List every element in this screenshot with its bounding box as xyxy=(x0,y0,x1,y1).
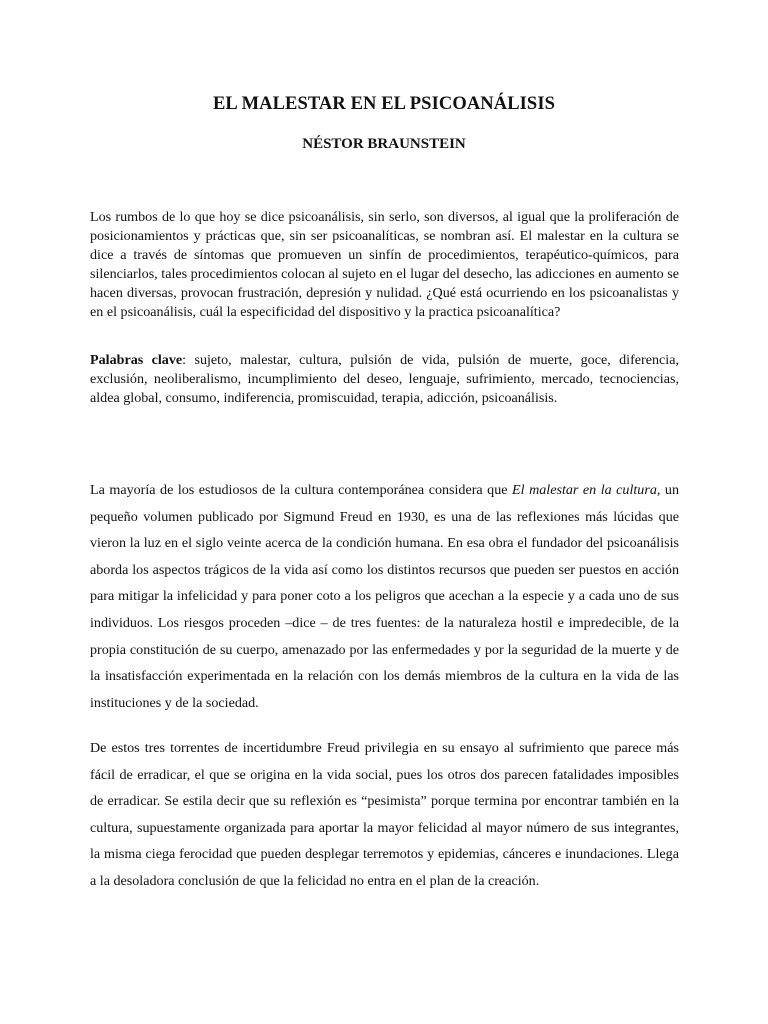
body-paragraph-1 xyxy=(90,477,679,716)
paragraph-1-rest: , un pequeño volumen publicado por Sigmund Freud en 1930, es una de las reflexiones más lúcidas que vieron la luz en el siglo veinte acerca de la condición humana. En esa obra el fundador del psicoanálisis aborda los aspectos trágicos de la vida así como los distintos recursos que pueden ser puestos en acción para mitigar la infelicidad y para poner coto a los peligros que acechan a la especie y a cada uno de sus individuos. Los riesgos proceden –dice – de tres fuentes: de la naturaleza hostil e impredecible, de la propia constitución de su cuerpo, amenazado por las enfermedades y por la seguridad de la muerte y de la insatisfacción experimentada en la relación con los demás miembros de la cultura en la vida de las instituciones y de la sociedad. xyxy=(90,482,679,711)
book-title-italic: El malestar en la cultura xyxy=(512,482,657,498)
paragraph-1-intro: La mayoría de los estudiosos de la cultura contemporánea considera que xyxy=(90,482,513,498)
keywords-text: : sujeto, malestar, cultura, pulsión de vida, pulsión de muerte, goce, diferencia, exclusión, neoliberalismo, incumplimiento del deseo, lenguaje, sufrimiento, mercado, tecnociencias, aldea global, consumo, indiferencia, promiscuidad, terapia, adicción, psicoanálisis. xyxy=(90,352,679,407)
keywords-label: Palabras clave xyxy=(90,352,183,368)
abstract-paragraph: Los rumbos de lo que hoy se dice psicoanálisis, sin serlo, son diversos, al igual que la proliferación de posicionamientos y prácticas que, sin ser psicoanalíticas, se nombran así. El malestar en la cultura se dice a través de síntomas que promueven un sinfín de procedimientos, terapéutico-químicos, para silenciarlos, tales procedimientos colocan al sujeto en el lugar del desecho, las adicciones en aumento se hacen diversas, provocan frustración, depresión y nulidad. ¿Qué está ocurriendo en los psicoanalistas y en el psicoanálisis, cuál la especificidad del dispositivo y la practica psicoanalítica? xyxy=(90,209,679,321)
document-author: NÉSTOR BRAUNSTEIN xyxy=(302,136,466,152)
keywords-paragraph xyxy=(90,351,679,408)
document-title: EL MALESTAR EN EL PSICOANÁLISIS xyxy=(212,94,556,114)
body-paragraph-2: De estos tres torrentes de incertidumbre Freud privilegia en su ensayo al sufrimiento que parece más fácil de erradicar, el que se origina en la vida social, pues los otros dos parecen fatalidades imposibles de erradicar. Se estila decir que su reflexión es “pesimista” porque termina por encontrar también en la cultura, supuestamente organizada para aportar la mayor felicidad al mayor número de sus integrantes, la misma ciega ferocidad que pueden desplegar terremotos y epidemias, cánceres e inundaciones. Llega a la desoladora conclusión de que la felicidad no entra en el plan de la creación. xyxy=(90,740,679,889)
